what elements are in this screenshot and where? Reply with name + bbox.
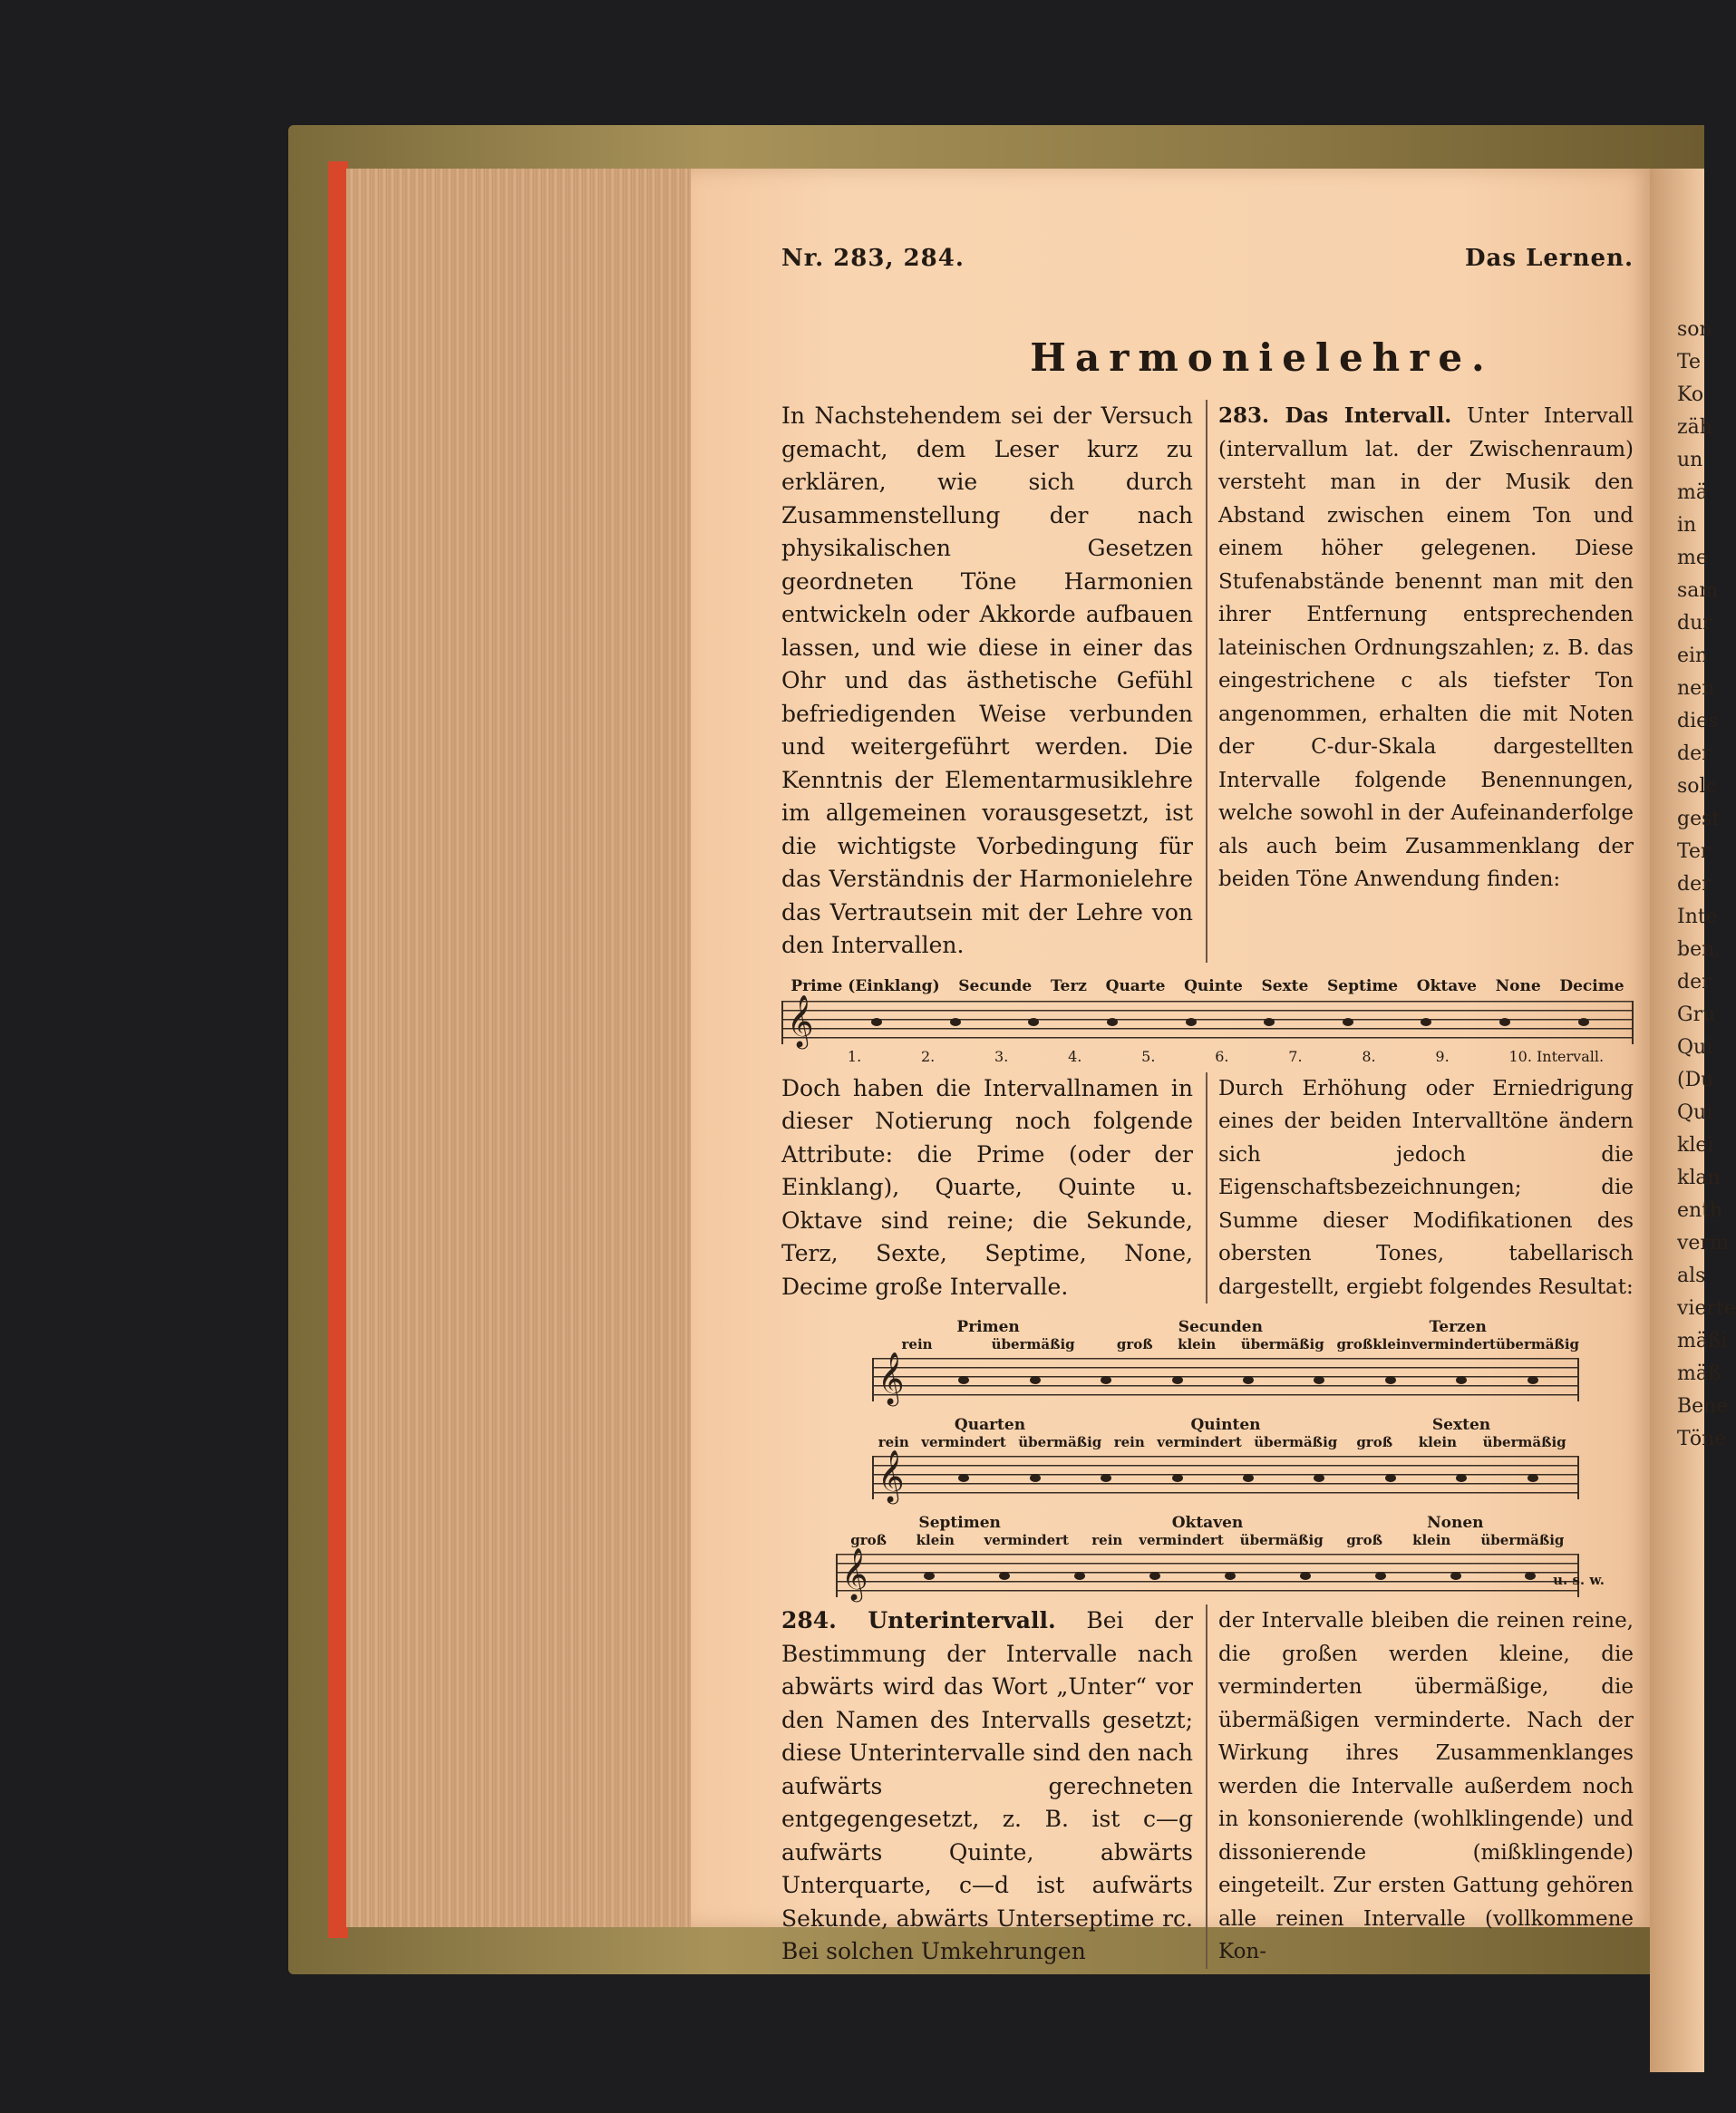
interval-group — [1336, 1318, 1579, 1352]
group-labels — [1343, 1434, 1579, 1450]
next-page-fragment: Qui — [1677, 1036, 1713, 1059]
intro-left-text: In Nachstehendem sei der Versuch gemacht, dem Leser kurz zu erklären, wie sich durch Zusammenstellung der nach physikalischen Gesetzen geordneten Töne Harmonien entwickeln oder Akkorde aufbauen lassen, und wie diese in einer das Ohr und das ästhetische Gefühl befriedigenden Weise verbunden und weitergeführt werden. Die Kenntnis der Elementarmusiklehre im allgemeinen vorausgesetzt, ist die wichtigste Vorbedingung für das Verständnis der Harmonielehre das Vertrautsein mit der Lehre von den Intervallen. — [781, 402, 1193, 958]
note — [1264, 1018, 1275, 1026]
quality-label: rein — [878, 1434, 909, 1450]
quality-label: übermäßig — [1239, 1532, 1324, 1548]
group-labels — [872, 1434, 1108, 1450]
next-page-fragment: dies — [1677, 710, 1719, 732]
group-title: Nonen — [1427, 1514, 1484, 1532]
note — [958, 1376, 969, 1384]
next-page-fragment: in — [1677, 514, 1697, 537]
interval-label: Sexte — [1261, 976, 1309, 995]
interval-group — [1083, 1514, 1331, 1548]
interval-number: 3. — [994, 1047, 1009, 1065]
note — [1527, 1474, 1538, 1482]
quality-label: vermindert — [921, 1434, 1006, 1450]
interval-number: 9. — [1435, 1047, 1450, 1065]
heading-283: 283. Das Intervall. — [1218, 403, 1452, 428]
note — [1030, 1474, 1041, 1482]
treble-clef-icon: 𝄞 — [841, 1547, 868, 1600]
next-page-fragment: als — [1677, 1265, 1706, 1287]
interval-number: 7. — [1288, 1047, 1303, 1065]
next-page-fragment: gest — [1677, 808, 1721, 830]
quality-label: vermindert — [1411, 1336, 1496, 1352]
next-page-fragment: zäh — [1677, 416, 1712, 439]
interval-number: 6. — [1215, 1047, 1229, 1065]
quality-label: übermäßig — [1240, 1336, 1324, 1352]
middle-columns — [781, 1072, 1634, 1304]
note — [1421, 1018, 1431, 1026]
interval-group — [1343, 1416, 1579, 1450]
quality-label: groß — [850, 1532, 887, 1548]
staff1-labels — [781, 977, 1634, 995]
interval-label: Oktave — [1416, 976, 1477, 995]
quality-label: übermäßig — [1480, 1532, 1565, 1548]
page-content — [781, 245, 1634, 1969]
next-page-fragment: me — [1677, 547, 1708, 569]
interval-group — [872, 1416, 1108, 1450]
note — [1450, 1572, 1461, 1580]
interval-group — [836, 1514, 1083, 1548]
interval-label: Prime (Einklang) — [790, 976, 940, 995]
next-page-fragment: nen — [1677, 677, 1715, 700]
group-title: Quarten — [954, 1416, 1026, 1434]
interval-label: Decime — [1559, 976, 1624, 995]
next-page-fragment: der — [1677, 971, 1712, 993]
note — [1225, 1572, 1236, 1580]
staff-notes — [892, 1554, 1568, 1597]
note — [1300, 1572, 1311, 1580]
note — [1499, 1018, 1510, 1026]
quality-label: vermindert — [1139, 1532, 1224, 1548]
note — [1343, 1018, 1353, 1026]
next-page-fragment: Töne — [1677, 1428, 1727, 1450]
note — [1243, 1376, 1254, 1384]
next-page-fragment: klan — [1677, 1167, 1721, 1189]
chapter-title: Harmonielehre. — [1030, 335, 1494, 380]
interval-label: Quarte — [1105, 976, 1166, 995]
page-number: Nr. 283, 284. — [781, 245, 965, 272]
interval-number: 8. — [1362, 1047, 1376, 1065]
interval-number: 1. — [847, 1047, 862, 1065]
next-page-fragment: Gru — [1677, 1003, 1716, 1026]
quality-label: rein — [1091, 1532, 1123, 1548]
next-page-fragment: dur — [1677, 612, 1712, 635]
treble-clef-icon: 𝄞 — [878, 1449, 905, 1502]
group-labels — [1104, 1336, 1336, 1352]
note — [1030, 1376, 1041, 1384]
note — [1149, 1572, 1160, 1580]
note — [950, 1018, 961, 1026]
next-page-fragment: solc — [1677, 775, 1717, 798]
note — [1385, 1474, 1396, 1482]
next-page-fragment: mä — [1677, 481, 1708, 504]
interval-group — [1104, 1318, 1336, 1352]
note — [1456, 1376, 1467, 1384]
staff-notes — [838, 1001, 1623, 1044]
interval-group — [1108, 1416, 1343, 1450]
note — [1525, 1572, 1536, 1580]
quality-label: vermindert — [1157, 1434, 1242, 1450]
treble-clef-icon: 𝄞 — [787, 993, 814, 1047]
staff-notes — [928, 1358, 1568, 1401]
next-page — [1650, 169, 1736, 2072]
quality-label: übermäßig — [1496, 1336, 1580, 1352]
interval-staff-1 — [781, 977, 1634, 1065]
quality-label: übermäßig — [1018, 1434, 1102, 1450]
note — [1375, 1572, 1386, 1580]
group-title: Oktaven — [1171, 1514, 1244, 1532]
interval-group — [1332, 1514, 1579, 1548]
section-284-right-text: der Intervalle bleiben die reinen reine, die großen werden kleine, die verminderten übermäßige, die übermäßigen verminderte. Nach der Wirkung ihres Zusammenklanges werden die Intervalle außerdem noch in konsonierende (wohlklingende) und dissonierende (mißklingende) eingeteilt. Zur ersten Gattung gehören alle reinen Intervalle (vollkommene Kon- — [1218, 1609, 1634, 1963]
note — [1314, 1376, 1324, 1384]
next-page-fragment: sam — [1677, 579, 1719, 602]
next-page-fragment: der — [1677, 742, 1712, 765]
next-page-fragment: Bene — [1677, 1395, 1729, 1418]
note — [1074, 1572, 1085, 1580]
note — [1243, 1474, 1254, 1482]
section-284-columns — [781, 1604, 1634, 1969]
quality-label: klein — [1418, 1434, 1457, 1450]
section-284-right — [1207, 1604, 1634, 1969]
staff3-groups — [872, 1416, 1579, 1450]
interval-staff-2 — [872, 1318, 1580, 1404]
page-stack — [346, 169, 691, 1927]
group-title: Primen — [956, 1318, 1020, 1336]
staff1-numbers — [781, 1048, 1634, 1065]
quality-label: rein — [1113, 1434, 1145, 1450]
next-page-fragment: son — [1677, 318, 1712, 341]
note — [1101, 1376, 1111, 1384]
interval-staff-4 — [836, 1514, 1605, 1600]
interval-label: Terz — [1050, 976, 1087, 995]
quality-label: groß — [1346, 1532, 1382, 1548]
note — [1578, 1018, 1589, 1026]
note — [999, 1572, 1010, 1580]
intro-left — [781, 400, 1207, 963]
quality-label: groß — [1336, 1336, 1373, 1352]
quality-label: groß — [1356, 1434, 1393, 1450]
staff4-groups — [836, 1514, 1579, 1548]
group-labels — [1083, 1532, 1331, 1548]
interval-label: Secunde — [958, 976, 1033, 995]
treble-clef-icon: 𝄞 — [878, 1352, 905, 1404]
interval-staff-3 — [872, 1416, 1579, 1502]
section-284-left — [781, 1604, 1207, 1969]
staff-notes — [928, 1456, 1568, 1499]
note — [871, 1018, 882, 1026]
note — [1186, 1018, 1197, 1026]
note — [1101, 1474, 1111, 1482]
interval-group — [872, 1318, 1104, 1352]
quality-label: groß — [1116, 1336, 1153, 1352]
next-page-fragment: un — [1677, 449, 1703, 471]
quality-label: rein — [901, 1336, 933, 1352]
note — [1385, 1376, 1396, 1384]
group-title: Sexten — [1431, 1416, 1491, 1434]
note — [1172, 1376, 1183, 1384]
group-labels — [1332, 1532, 1579, 1548]
quality-label: vermindert — [984, 1532, 1069, 1548]
heading-284: 284. Unterintervall. — [781, 1607, 1056, 1633]
next-page-fragment: verm — [1677, 1232, 1729, 1255]
staff-lines — [836, 1547, 1605, 1600]
group-title: Quinten — [1190, 1416, 1261, 1434]
section-284-left-body: Bei der Bestimmung der Intervalle nach abwärts wird das Wort „Unter“ vor den Namen des Intervalls gesetzt; diese Unterintervalle sind den nach aufwärts gerechneten entgegengesetzt, z. B. ist c—g aufwärts Quinte, abwärts Unterquarte, c—d ist aufwärts Sekunde, abwärts Unterseptime rc. Bei solchen Umkehrungen — [781, 1607, 1193, 1964]
group-labels — [872, 1336, 1104, 1352]
quality-label: klein — [1178, 1336, 1217, 1352]
staff2-groups — [872, 1318, 1579, 1352]
note — [924, 1572, 935, 1580]
section-title: Das Lernen. — [1464, 245, 1634, 272]
quality-label: klein — [916, 1532, 955, 1548]
interval-label: Quinte — [1184, 976, 1243, 995]
note — [1028, 1018, 1039, 1026]
group-title: Secunden — [1178, 1318, 1263, 1336]
middle-left-text: Doch haben die Intervallnamen in dieser Notierung noch folgende Attribute: die Prime (oder der Einklang), Quarte, Quinte u. Oktave sind reine; die Sekunde, Terz, Sexte, Septime, None, Decime große Intervalle. — [781, 1074, 1193, 1300]
note — [1314, 1474, 1324, 1482]
intro-right-text — [1218, 400, 1634, 897]
etc-label: u. s. w. — [1553, 1572, 1605, 1588]
next-page-fragment: der — [1677, 873, 1712, 896]
middle-right-text: Durch Erhöhung oder Erniedrigung eines der beiden Intervalltöne ändern sich jedoch die Eigenschaftsbezeichnungen; die Summe dieser Modifikationen des obersten Tones, tabellarisch dargestellt, ergiebt folgendes Resultat: — [1218, 1076, 1634, 1299]
interval-number: 4. — [1068, 1047, 1082, 1065]
middle-left — [781, 1072, 1207, 1304]
next-page-fragment: vierte — [1677, 1297, 1736, 1320]
interval-number: 10. Intervall. — [1508, 1047, 1605, 1065]
next-page-fragment: mäß — [1677, 1362, 1721, 1385]
next-page-fragment: Ko — [1677, 383, 1704, 406]
interval-label: None — [1495, 976, 1541, 995]
next-page-fragment: ben, — [1677, 938, 1721, 961]
group-title: Septimen — [918, 1514, 1001, 1532]
running-head — [781, 245, 1634, 272]
quality-label: übermäßig — [1482, 1434, 1566, 1450]
group-labels — [836, 1532, 1083, 1548]
intro-columns — [781, 400, 1634, 963]
quality-label: übermäßig — [1254, 1434, 1338, 1450]
intro-right — [1207, 400, 1634, 963]
note — [1107, 1018, 1118, 1026]
note — [1527, 1376, 1538, 1384]
staff-lines — [781, 993, 1634, 1047]
quality-label: übermäßig — [991, 1336, 1075, 1352]
interval-number: 2. — [920, 1047, 936, 1065]
group-labels — [1108, 1434, 1343, 1450]
staff-lines — [872, 1352, 1579, 1404]
interval-number: 5. — [1141, 1047, 1156, 1065]
section-284-left-text — [781, 1604, 1193, 1969]
next-page-fragment: (Du — [1677, 1069, 1714, 1091]
next-page-fragment: Te — [1677, 351, 1701, 373]
note — [1456, 1474, 1467, 1482]
next-page-fragment: Ter — [1677, 840, 1711, 863]
book-edge — [328, 161, 348, 1938]
intro-right-body: Unter Intervall (intervallum lat. der Zwischenraum) versteht man in der Musik den Abstand zwischen einem Ton und einem höher gelegenen. Diese Stufenabstände benennt man mit den ihrer Entfernung entsprechenden lateinischen Ordnungszahlen; z. B. das eingestrichene c als tiefster Ton angenommen, erhalten die mit Noten der C-dur-Skala dargestellten Intervalle folgende Benennungen, welche sowohl in der Aufeinanderfolge als auch beim Zusammenklang der beiden Töne Anwendung finden: — [1218, 404, 1634, 891]
interval-label: Septime — [1327, 976, 1399, 995]
group-labels — [1336, 1336, 1579, 1352]
middle-right — [1207, 1072, 1634, 1304]
next-page-fragment: mäßi — [1677, 1330, 1728, 1352]
next-page-fragment: klei — [1677, 1134, 1714, 1157]
quality-label: klein — [1412, 1532, 1451, 1548]
staff-lines — [872, 1449, 1579, 1502]
next-page-fragment: Inte — [1677, 906, 1718, 928]
next-page-fragment: Qui — [1677, 1101, 1713, 1124]
note — [1172, 1474, 1183, 1482]
next-page-fragment: enth — [1677, 1199, 1723, 1222]
quality-label: klein — [1372, 1336, 1411, 1352]
group-title: Terzen — [1429, 1318, 1487, 1336]
note — [958, 1474, 969, 1482]
next-page-fragment: ein — [1677, 645, 1709, 667]
